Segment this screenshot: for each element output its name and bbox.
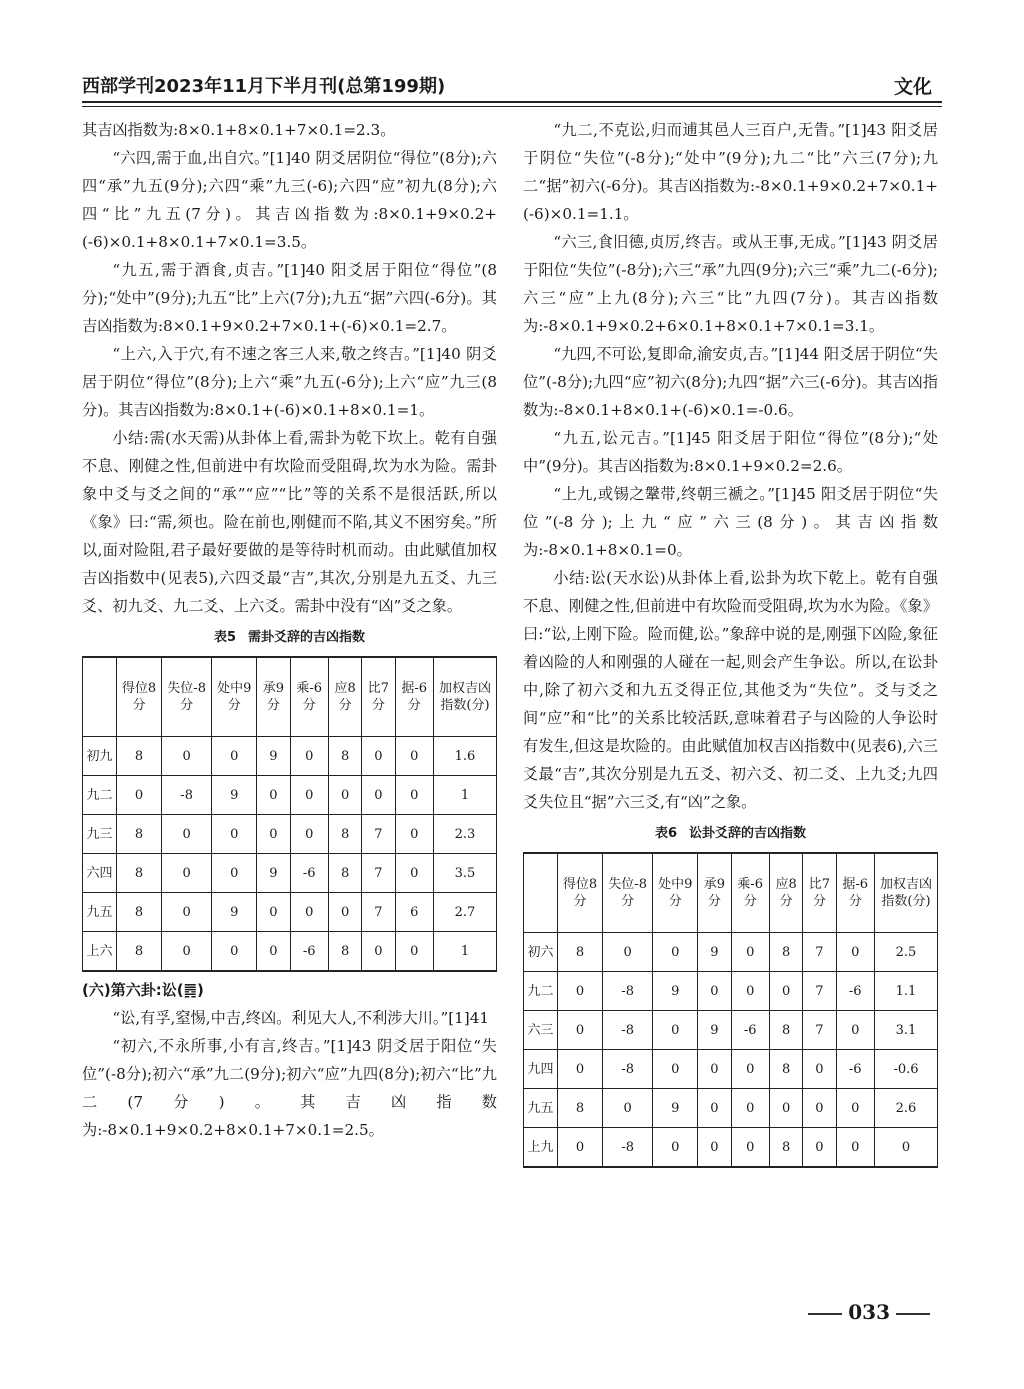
table-cell: 0 — [653, 1050, 698, 1089]
row-header-cell: 六四 — [83, 854, 117, 893]
running-header — [82, 70, 942, 100]
table-cell: 1.6 — [434, 737, 497, 776]
header-rule — [82, 101, 942, 103]
paragraph: “上六,入于穴,有不速之客三人来,敬之终吉。”[1]40 阴爻居于阴位“得位”(8分);上六“乘”九五(-6分);上六“应”九三(8分)。其吉凶指数为:8×0.1+(-6)×0.1+8×0.1=1。 — [82, 345, 497, 419]
column-header: 应8分 — [769, 853, 802, 933]
column-header: 失位-8分 — [603, 853, 653, 933]
column-header: 得位8分 — [117, 657, 162, 737]
table-cell: 0 — [162, 815, 212, 854]
table-cell: 0 — [290, 737, 328, 776]
left-column — [82, 116, 497, 1144]
table-cell: 0 — [395, 854, 434, 893]
column-header: 加权吉凶指数(分) — [875, 853, 938, 933]
column-header: 应8分 — [328, 657, 361, 737]
table-title: 需卦爻辞的吉凶指数 — [248, 630, 366, 645]
table-cell: 0 — [290, 776, 328, 815]
table-cell: 2.6 — [875, 1089, 938, 1128]
table-cell: 0 — [328, 776, 361, 815]
table-cell: 9 — [653, 972, 698, 1011]
table-cell: 0 — [257, 893, 290, 932]
paragraph: 其吉凶指数为:8×0.1+8×0.1+7×0.1=2.3。 — [82, 121, 396, 139]
table-cell: 0 — [558, 972, 603, 1011]
section-heading: (六)第六卦:讼(䷅) — [82, 981, 204, 999]
table-cell: 9 — [212, 776, 257, 815]
table-cell: 0 — [731, 1050, 769, 1089]
table-cell: 8 — [328, 815, 361, 854]
table-cell: -8 — [603, 972, 653, 1011]
column-header: 据-6分 — [395, 657, 434, 737]
table-caption — [523, 822, 938, 846]
table-cell: 8 — [328, 932, 361, 972]
table-cell: 0 — [362, 932, 395, 972]
column-header: 据-6分 — [836, 853, 875, 933]
table-cell: -6 — [290, 854, 328, 893]
table-cell: -6 — [731, 1011, 769, 1050]
column-header: 得位8分 — [558, 853, 603, 933]
table-cell: 0 — [603, 1089, 653, 1128]
paragraph: “九五,需于酒食,贞吉。”[1]40 阳爻居于阳位“得位”(8分);“处中”(9分);九五“比”上六(7分);九五“据”六四(-6分)。其吉凶指数为:8×0.1+9×0.2+7×0.1+(-6)×0.1=2.7。 — [82, 261, 497, 335]
table-cell: 0 — [212, 854, 257, 893]
paragraph: “六三,食旧德,贞厉,终吉。或从王事,无成。”[1]43 阴爻居于阳位“失位”(-8分);六三“承”九四(9分);六三“乘”九二(-6分);六三“应”上九(8分);六三“比”九四(7分)。其吉凶指数为:-8×0.1+9×0.2+6×0.1+8×0.1+7×0.1=3.1。 — [523, 233, 938, 335]
column-header: 比7分 — [803, 853, 836, 933]
table-cell: 9 — [257, 737, 290, 776]
row-header-cell: 初九 — [83, 737, 117, 776]
paragraph: “初六,不永所事,小有言,终吉。”[1]43 阴爻居于阳位“失位”(-8分);初六“承”九二(9分);初六“应”九四(8分);初六“比”九二(7分)。其吉凶指数为:-8×0.1+9×0.2+8×0.1+7×0.1=2.5。 — [82, 1037, 497, 1139]
row-header-cell: 九三 — [83, 815, 117, 854]
table-cell: -8 — [603, 1050, 653, 1089]
table-cell: 3.1 — [875, 1011, 938, 1050]
table-corner-cell — [83, 657, 117, 737]
table-cell: 6 — [395, 893, 434, 932]
section-name: 文化 — [893, 76, 932, 98]
table-cell: 9 — [212, 893, 257, 932]
table-cell: 0 — [836, 1128, 875, 1168]
row-header-cell: 初六 — [524, 933, 558, 972]
table-cell: 0 — [603, 933, 653, 972]
table-cell: 0 — [558, 1011, 603, 1050]
table-cell: 0 — [698, 1089, 731, 1128]
table-cell: 7 — [362, 893, 395, 932]
table-cell: 8 — [117, 737, 162, 776]
table-cell: 0 — [395, 737, 434, 776]
table-row — [524, 1089, 938, 1128]
column-header: 乘-6分 — [290, 657, 328, 737]
table-cell: 0 — [769, 1089, 802, 1128]
table-cell: 8 — [769, 933, 802, 972]
table-cell: 7 — [362, 815, 395, 854]
column-header: 处中9分 — [212, 657, 257, 737]
data-table — [82, 656, 497, 972]
table-row — [83, 737, 497, 776]
column-header: 承9分 — [698, 853, 731, 933]
column-header: 比7分 — [362, 657, 395, 737]
row-header-cell: 上六 — [83, 932, 117, 972]
table-row — [524, 1050, 938, 1089]
column-header: 处中9分 — [653, 853, 698, 933]
table-cell: 0 — [653, 933, 698, 972]
table-cell: 0 — [257, 776, 290, 815]
table-cell: 8 — [769, 1050, 802, 1089]
row-header-cell: 上九 — [524, 1128, 558, 1168]
table-row — [524, 933, 938, 972]
table-cell: 8 — [769, 1128, 802, 1168]
table-cell: 0 — [698, 1128, 731, 1168]
row-header-cell: 九二 — [524, 972, 558, 1011]
table-cell: 0 — [162, 737, 212, 776]
table-cell: 0 — [162, 854, 212, 893]
table-row — [524, 1128, 938, 1168]
table-row — [83, 854, 497, 893]
table-header-row — [524, 853, 938, 933]
table-cell: 0 — [803, 1089, 836, 1128]
table-cell: 0 — [731, 1089, 769, 1128]
table-cell: 8 — [769, 1011, 802, 1050]
right-column — [523, 116, 938, 1168]
table-cell: 0 — [212, 932, 257, 972]
table-cell: 0 — [875, 1128, 938, 1168]
table-cell: 0 — [362, 737, 395, 776]
table-cell: 9 — [653, 1089, 698, 1128]
paragraph: “六四,需于血,出自穴。”[1]40 阴爻居阴位“得位”(8分);六四“承”九五(9分);六四“乘”九三(-6);六四“应”初九(8分);六四“比”九五(7分)。其吉凶指数为:8×0.1+9×0.2+(-6)×0.1+8×0.1+7×0.1=3.5。 — [82, 149, 497, 251]
table-caption — [82, 626, 497, 650]
table-cell: -6 — [836, 1050, 875, 1089]
table-cell: 8 — [558, 933, 603, 972]
table-cell: 0 — [290, 815, 328, 854]
table-cell: 0 — [836, 1011, 875, 1050]
dash-line — [808, 1313, 842, 1315]
table-row — [83, 776, 497, 815]
table-cell: -6 — [836, 972, 875, 1011]
page-number-text: 033 — [848, 1300, 890, 1324]
table-cell: 0 — [328, 893, 361, 932]
table-cell: -8 — [603, 1128, 653, 1168]
table-row — [524, 972, 938, 1011]
table-cell: 0 — [117, 776, 162, 815]
table-row — [83, 893, 497, 932]
table-label: 表6 — [654, 826, 678, 841]
paragraph: 小结:需(水天需)从卦体上看,需卦为乾下坎上。乾有自强不息、刚健之性,但前进中有坎险而受阻碍,坎为水为险。需卦象中爻与爻之间的“承”“应”“比”等的关系不是很活跃,所以《象》曰:“需,须也。险在前也,刚健而不陷,其义不困穷矣。”所以,面对险阻,君子最好要做的是等待时机而动。由此赋值加权吉凶指数中(见表5),六四爻最“吉”,其次,分别是九五爻、九三爻、初九爻、九二爻、上六爻。需卦中没有“凶”爻之象。 — [82, 429, 497, 615]
header-rule-thin — [82, 106, 942, 107]
table-cell: 0 — [290, 893, 328, 932]
table-cell: 0 — [653, 1128, 698, 1168]
row-header-cell: 九四 — [524, 1050, 558, 1089]
page-number — [802, 1300, 936, 1324]
paragraph: “九二,不克讼,归而逋其邑人三百户,无眚。”[1]43 阳爻居于阴位“失位”(-8分);“处中”(9分);九二“比”六三(7分);九二“据”初六(-6分)。其吉凶指数为:-8×0.1+9×0.2+7×0.1+(-6)×0.1=1.1。 — [523, 121, 938, 223]
table-cell: 0 — [212, 815, 257, 854]
table-cell: 8 — [117, 815, 162, 854]
table-row — [83, 815, 497, 854]
table-cell: 0 — [558, 1128, 603, 1168]
table-cell: 0 — [362, 776, 395, 815]
table-cell: 0 — [698, 972, 731, 1011]
table-cell: 1.1 — [875, 972, 938, 1011]
table-cell: 0 — [395, 776, 434, 815]
table-cell: 9 — [257, 854, 290, 893]
column-header: 加权吉凶指数(分) — [434, 657, 497, 737]
table-cell: 7 — [803, 1011, 836, 1050]
table-row — [524, 1011, 938, 1050]
table-cell: 7 — [803, 933, 836, 972]
table-cell: 7 — [803, 972, 836, 1011]
row-header-cell: 九五 — [524, 1089, 558, 1128]
table-cell: 8 — [117, 932, 162, 972]
row-header-cell: 九五 — [83, 893, 117, 932]
table-cell: 0 — [769, 972, 802, 1011]
table-cell: 0 — [731, 933, 769, 972]
table-cell: 0 — [257, 815, 290, 854]
table-cell: -8 — [603, 1011, 653, 1050]
table-cell: 2.7 — [434, 893, 497, 932]
table-cell: 0 — [558, 1050, 603, 1089]
paragraph: “九五,讼元吉。”[1]45 阳爻居于阳位“得位”(8分);“处中”(9分)。其吉凶指数为:8×0.1+9×0.2=2.6。 — [523, 429, 938, 475]
table-cell: 0 — [162, 932, 212, 972]
table-header-row — [83, 657, 497, 737]
table-cell: 0 — [257, 932, 290, 972]
table-cell: 8 — [117, 893, 162, 932]
table-cell: 0 — [698, 1050, 731, 1089]
table-cell: 8 — [558, 1089, 603, 1128]
column-header: 失位-8分 — [162, 657, 212, 737]
table-label: 表5 — [213, 630, 237, 645]
table-corner-cell — [524, 853, 558, 933]
table-cell: -6 — [290, 932, 328, 972]
table-cell: 2.3 — [434, 815, 497, 854]
row-header-cell: 九二 — [83, 776, 117, 815]
table-cell: 1 — [434, 776, 497, 815]
paragraph: “讼,有孚,窒惕,中吉,终凶。利见大人,不利涉大川。”[1]41 — [112, 1009, 490, 1027]
journal-title: 西部学刊2023年11月下半月刊(总第199期) — [82, 76, 446, 97]
table-cell: 0 — [731, 1128, 769, 1168]
table-cell: 0 — [395, 815, 434, 854]
table-cell: 7 — [362, 854, 395, 893]
table-cell: 0 — [836, 933, 875, 972]
table-cell: 0 — [212, 737, 257, 776]
paragraph: “九四,不可讼,复即命,渝安贞,吉。”[1]44 阳爻居于阴位“失位”(-8分);九四“应”初六(8分);九四“据”六三(-6分)。其吉凶指数为:-8×0.1+8×0.1+(-6)×0.1=-0.6。 — [523, 345, 938, 419]
row-header-cell: 六三 — [524, 1011, 558, 1050]
column-header: 乘-6分 — [731, 853, 769, 933]
table-cell: 1 — [434, 932, 497, 972]
paragraph: “上九,或锡之鞶带,终朝三褫之。”[1]45 阳爻居于阴位“失位”(-8分);上九“应”六三(8分)。其吉凶指数为:-8×0.1+8×0.1=0。 — [523, 485, 938, 559]
table-cell: -8 — [162, 776, 212, 815]
table-cell: 0 — [803, 1050, 836, 1089]
table-cell: 8 — [328, 854, 361, 893]
table-row — [83, 932, 497, 972]
table-cell: 0 — [395, 932, 434, 972]
table-cell: 9 — [698, 1011, 731, 1050]
table-cell: 8 — [328, 737, 361, 776]
table-cell: 0 — [731, 972, 769, 1011]
paragraph: 小结:讼(天水讼)从卦体上看,讼卦为坎下乾上。乾有自强不息、刚健之性,但前进中有坎险而受阻碍,坎为水为险。《象》曰:“讼,上刚下险。险而健,讼。”象辞中说的是,刚强下凶险,象征着凶险的人和刚强的人碰在一起,则会产生争讼。所以,在讼卦中,除了初六爻和九五爻得正位,其他爻为“失位”。爻与爻之间“应”和“比”的关系比较活跃,意味着君子与凶险的人争讼时有发生,但这是坎险的。由此赋值加权吉凶指数中(见表6),六三爻最“吉”,其次分别是九五爻、初六爻、初二爻、上九爻;九四爻失位且“据”六三爻,有“凶”之象。 — [523, 569, 938, 811]
table-cell: 2.5 — [875, 933, 938, 972]
data-table — [523, 852, 938, 1168]
table-cell: 3.5 — [434, 854, 497, 893]
table-cell: -0.6 — [875, 1050, 938, 1089]
table-cell: 8 — [117, 854, 162, 893]
table-cell: 9 — [698, 933, 731, 972]
table-title: 讼卦爻辞的吉凶指数 — [689, 826, 807, 841]
table-cell: 0 — [803, 1128, 836, 1168]
dash-line — [896, 1313, 930, 1315]
table-cell: 0 — [836, 1089, 875, 1128]
table-cell: 0 — [162, 893, 212, 932]
table-cell: 0 — [653, 1011, 698, 1050]
column-header: 承9分 — [257, 657, 290, 737]
